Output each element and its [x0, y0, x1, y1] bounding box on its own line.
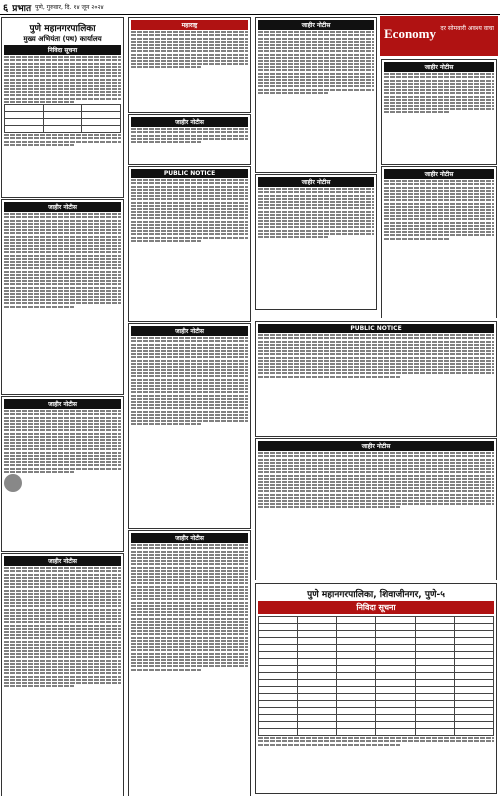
column-4 [380, 58, 498, 318]
public-notice-english [128, 166, 251, 322]
notice-body [4, 56, 121, 103]
notice-heading: जाहीर नोटीस [4, 202, 121, 212]
notice-heading: जाहीर नोटीस [131, 533, 248, 543]
public-notice-10 [381, 166, 497, 318]
economy-subtitle: दर सोमवारी अवश्य वाचा [440, 25, 494, 32]
public-notice-2 [1, 396, 124, 552]
notice-heading: महाराष्ट्र [131, 20, 248, 30]
public-notice-7 [255, 17, 377, 173]
notice-heading: जाहीर नोटीस [131, 326, 248, 336]
notice-title: पुणे महानगरपालिका [29, 24, 96, 34]
issue-date: पुणे, गुरुवार, दि. १४ जून २०२४ [35, 4, 104, 11]
public-notice-1 [1, 199, 124, 395]
notice-heading: जाहीर नोटीस [384, 62, 494, 72]
lower-right-block [254, 320, 498, 580]
notice-heading: जाहीर नोटीस [131, 117, 248, 127]
pmc-tender-block [254, 582, 498, 794]
public-notice-6 [128, 530, 251, 796]
official-seal-icon [4, 474, 22, 492]
notice-heading: PUBLIC NOTICE [131, 169, 248, 178]
economy-banner [380, 16, 498, 56]
public-notice-8 [255, 174, 377, 310]
tender-table [4, 104, 121, 133]
public-notice-11 [255, 438, 497, 580]
public-notice-4 [128, 114, 251, 165]
public-notice-5 [128, 323, 251, 529]
public-notice-english-2 [255, 321, 497, 437]
govt-notice [128, 17, 251, 113]
notice-heading: जाहीर नोटीस [258, 20, 374, 30]
masthead [0, 0, 500, 15]
pmc-tender-notice [255, 583, 497, 794]
tender-heading: निविदा सूचना [258, 601, 494, 614]
notice-heading: जाहीर नोटीस [258, 177, 374, 187]
column-1 [0, 16, 125, 796]
notice-heading: निविदा सूचना [4, 45, 121, 55]
tender-title: पुणे महानगरपालिका, शिवाजीनगर, पुणे-५ [307, 590, 445, 600]
notice-heading: PUBLIC NOTICE [258, 324, 494, 333]
public-notice-9 [381, 59, 497, 165]
tender-notice-pmc [1, 17, 124, 198]
page-number: ६ [3, 3, 9, 14]
public-notice-3 [1, 553, 124, 796]
notice-heading: जाहीर नोटीस [258, 441, 494, 451]
notice-heading: जाहीर नोटीस [384, 169, 494, 179]
notice-heading: जाहीर नोटीस [4, 399, 121, 409]
economy-title: Economy [384, 26, 436, 41]
notice-subtitle: मुख्य अभियंता (पथ) कार्यालय [23, 35, 102, 43]
column-2 [127, 16, 252, 796]
newspaper-brand: प्रभात [12, 3, 32, 14]
tender-table [258, 616, 494, 736]
notice-heading: जाहीर नोटीस [4, 556, 121, 566]
